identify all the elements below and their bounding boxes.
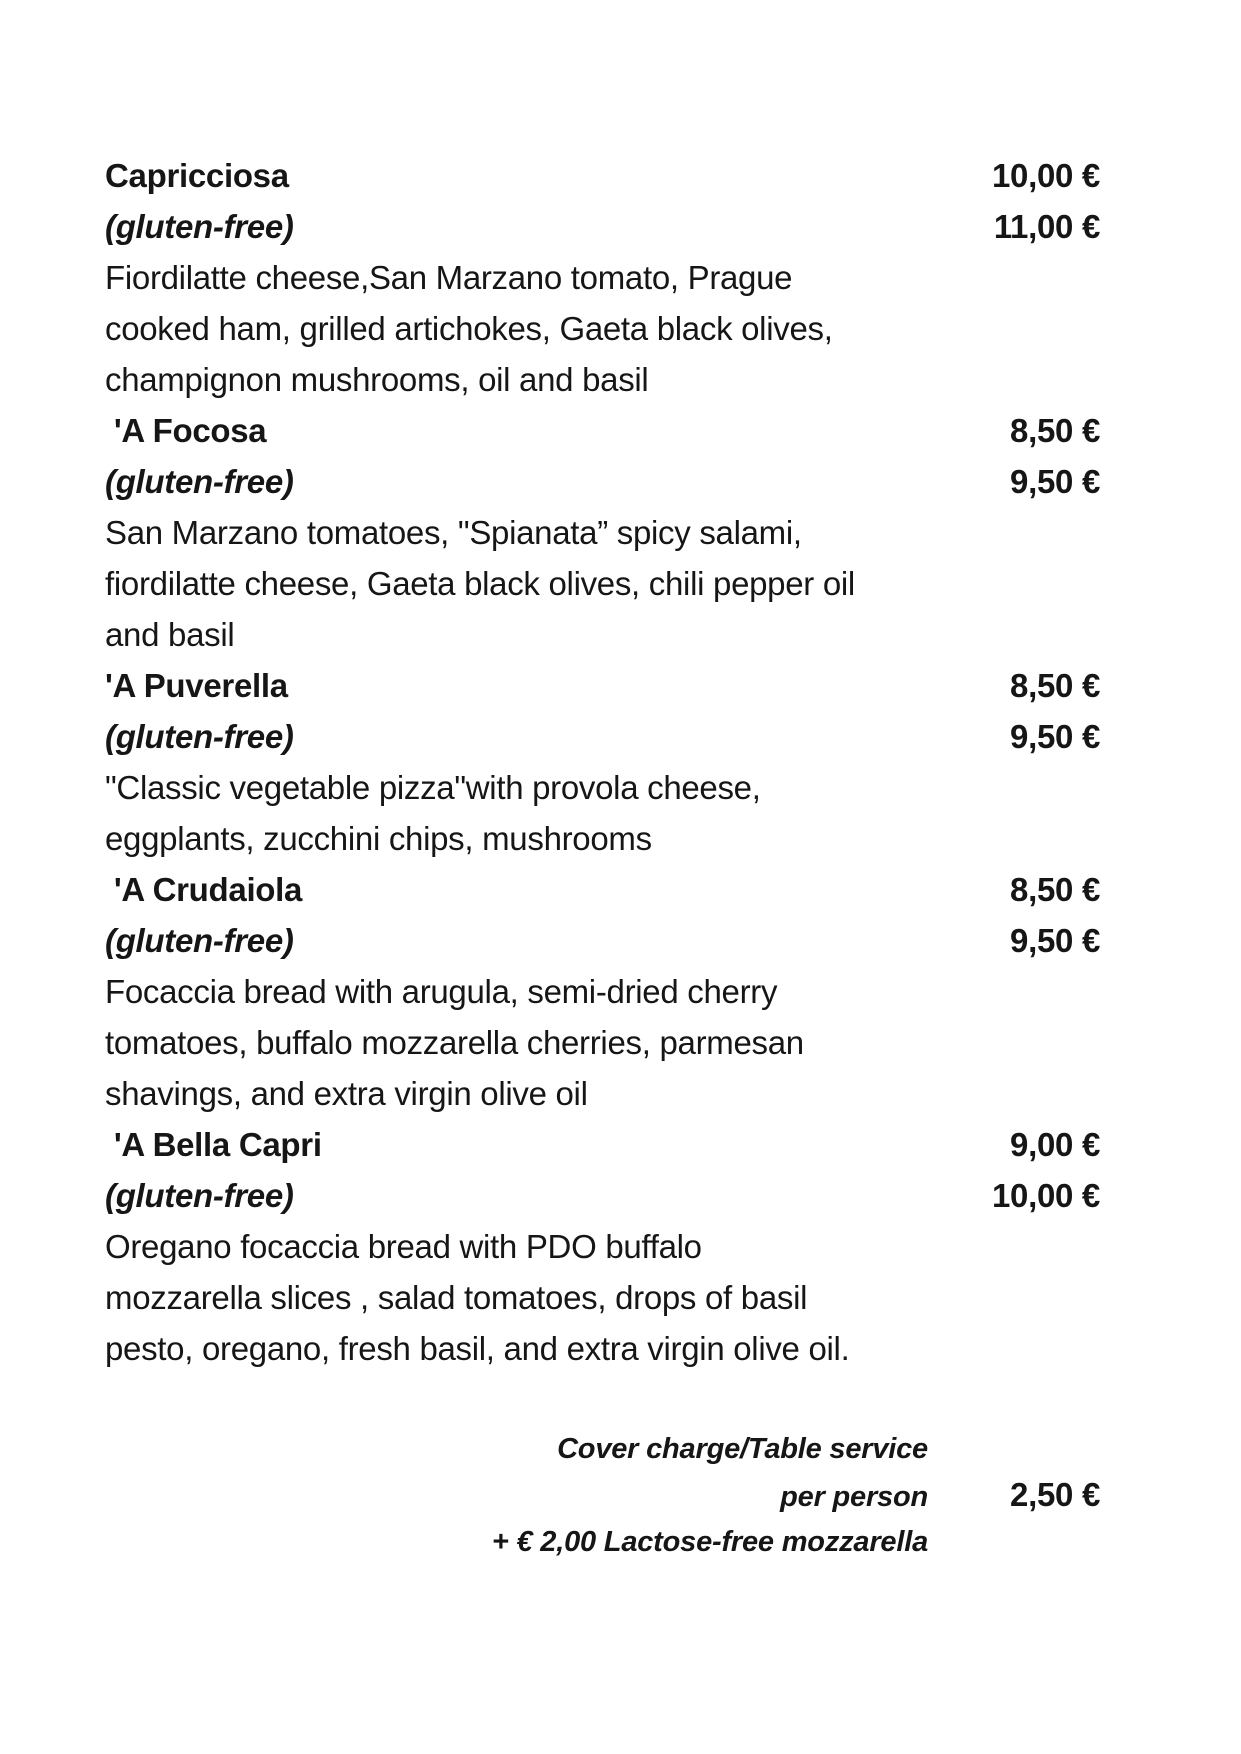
item-gluten-row — [105, 201, 1100, 252]
item-gluten-free-price: 11,00 € — [993, 208, 1100, 245]
item-name-row — [105, 864, 1100, 915]
menu-item — [105, 660, 1100, 864]
lactose-free-note: + € 2,00 Lactose-free mozzarella — [491, 1526, 928, 1558]
item-gluten-free-price: 9,50 € — [1010, 463, 1100, 500]
menu-item — [105, 405, 1100, 660]
item-description: "Classic vegetable pizza"with provola cheese, eggplants, zucchini chips, mushrooms — [105, 769, 761, 857]
item-gluten-free-label: (gluten-free) — [105, 922, 294, 959]
item-description: San Marzano tomatoes, "Spianata” spicy salami, fiordilatte cheese, Gaeta black olives, chili pepper oil and basil — [105, 514, 855, 653]
footer-row — [105, 1472, 1100, 1520]
item-price: 9,00 € — [1010, 1126, 1100, 1163]
menu-items — [105, 150, 1100, 1374]
item-gluten-row — [105, 456, 1100, 507]
menu-item — [105, 864, 1100, 1119]
item-name: Capricciosa — [105, 157, 289, 194]
item-gluten-free-price: 9,50 € — [1010, 718, 1100, 755]
menu-content — [105, 150, 1100, 1565]
item-gluten-free-price: 9,50 € — [1010, 922, 1100, 959]
footer-row — [105, 1427, 1100, 1472]
item-name-row — [105, 150, 1100, 201]
item-name-row — [105, 405, 1100, 456]
item-gluten-free-price: 10,00 € — [991, 1177, 1100, 1214]
item-gluten-free-label: (gluten-free) — [105, 1177, 294, 1214]
item-price: 8,50 € — [1010, 667, 1100, 704]
menu-item — [105, 1119, 1100, 1374]
item-price: 8,50 € — [1010, 412, 1100, 449]
cover-charge-label: Cover charge/Table service — [557, 1433, 928, 1465]
item-gluten-free-label: (gluten-free) — [105, 463, 294, 500]
footer-row — [105, 1520, 1100, 1565]
item-price: 8,50 € — [1010, 871, 1100, 908]
item-price: 10,00 € — [991, 157, 1100, 194]
item-name: 'A Focosa — [105, 412, 267, 449]
item-gluten-row — [105, 711, 1100, 762]
item-name-row — [105, 660, 1100, 711]
item-description: Fiordilatte cheese,San Marzano tomato, Prague cooked ham, grilled artichokes, Gaeta black olives, champignon mushrooms, oil and basil — [105, 259, 833, 398]
item-description: Oregano focaccia bread with PDO buffalo mozzarella slices , salad tomatoes, drops of basil pesto, oregano, fresh basil, and extra virgin olive oil. — [105, 1228, 850, 1367]
per-person-label: per person — [780, 1481, 928, 1513]
item-name: 'A Puverella — [105, 667, 288, 704]
item-gluten-free-label: (gluten-free) — [105, 718, 294, 755]
menu-footer — [105, 1427, 1100, 1565]
item-name: 'A Bella Capri — [105, 1126, 322, 1163]
item-gluten-free-label: (gluten-free) — [105, 208, 294, 245]
item-name: 'A Crudaiola — [105, 871, 303, 908]
item-gluten-row — [105, 1170, 1100, 1221]
item-name-row — [105, 1119, 1100, 1170]
item-description: Focaccia bread with arugula, semi-dried cherry tomatoes, buffalo mozzarella cherries, parmesan shavings, and extra virgin olive oil — [105, 973, 804, 1112]
item-gluten-row — [105, 915, 1100, 966]
menu-item — [105, 150, 1100, 405]
cover-charge-price: 2,50 € — [1010, 1476, 1100, 1513]
